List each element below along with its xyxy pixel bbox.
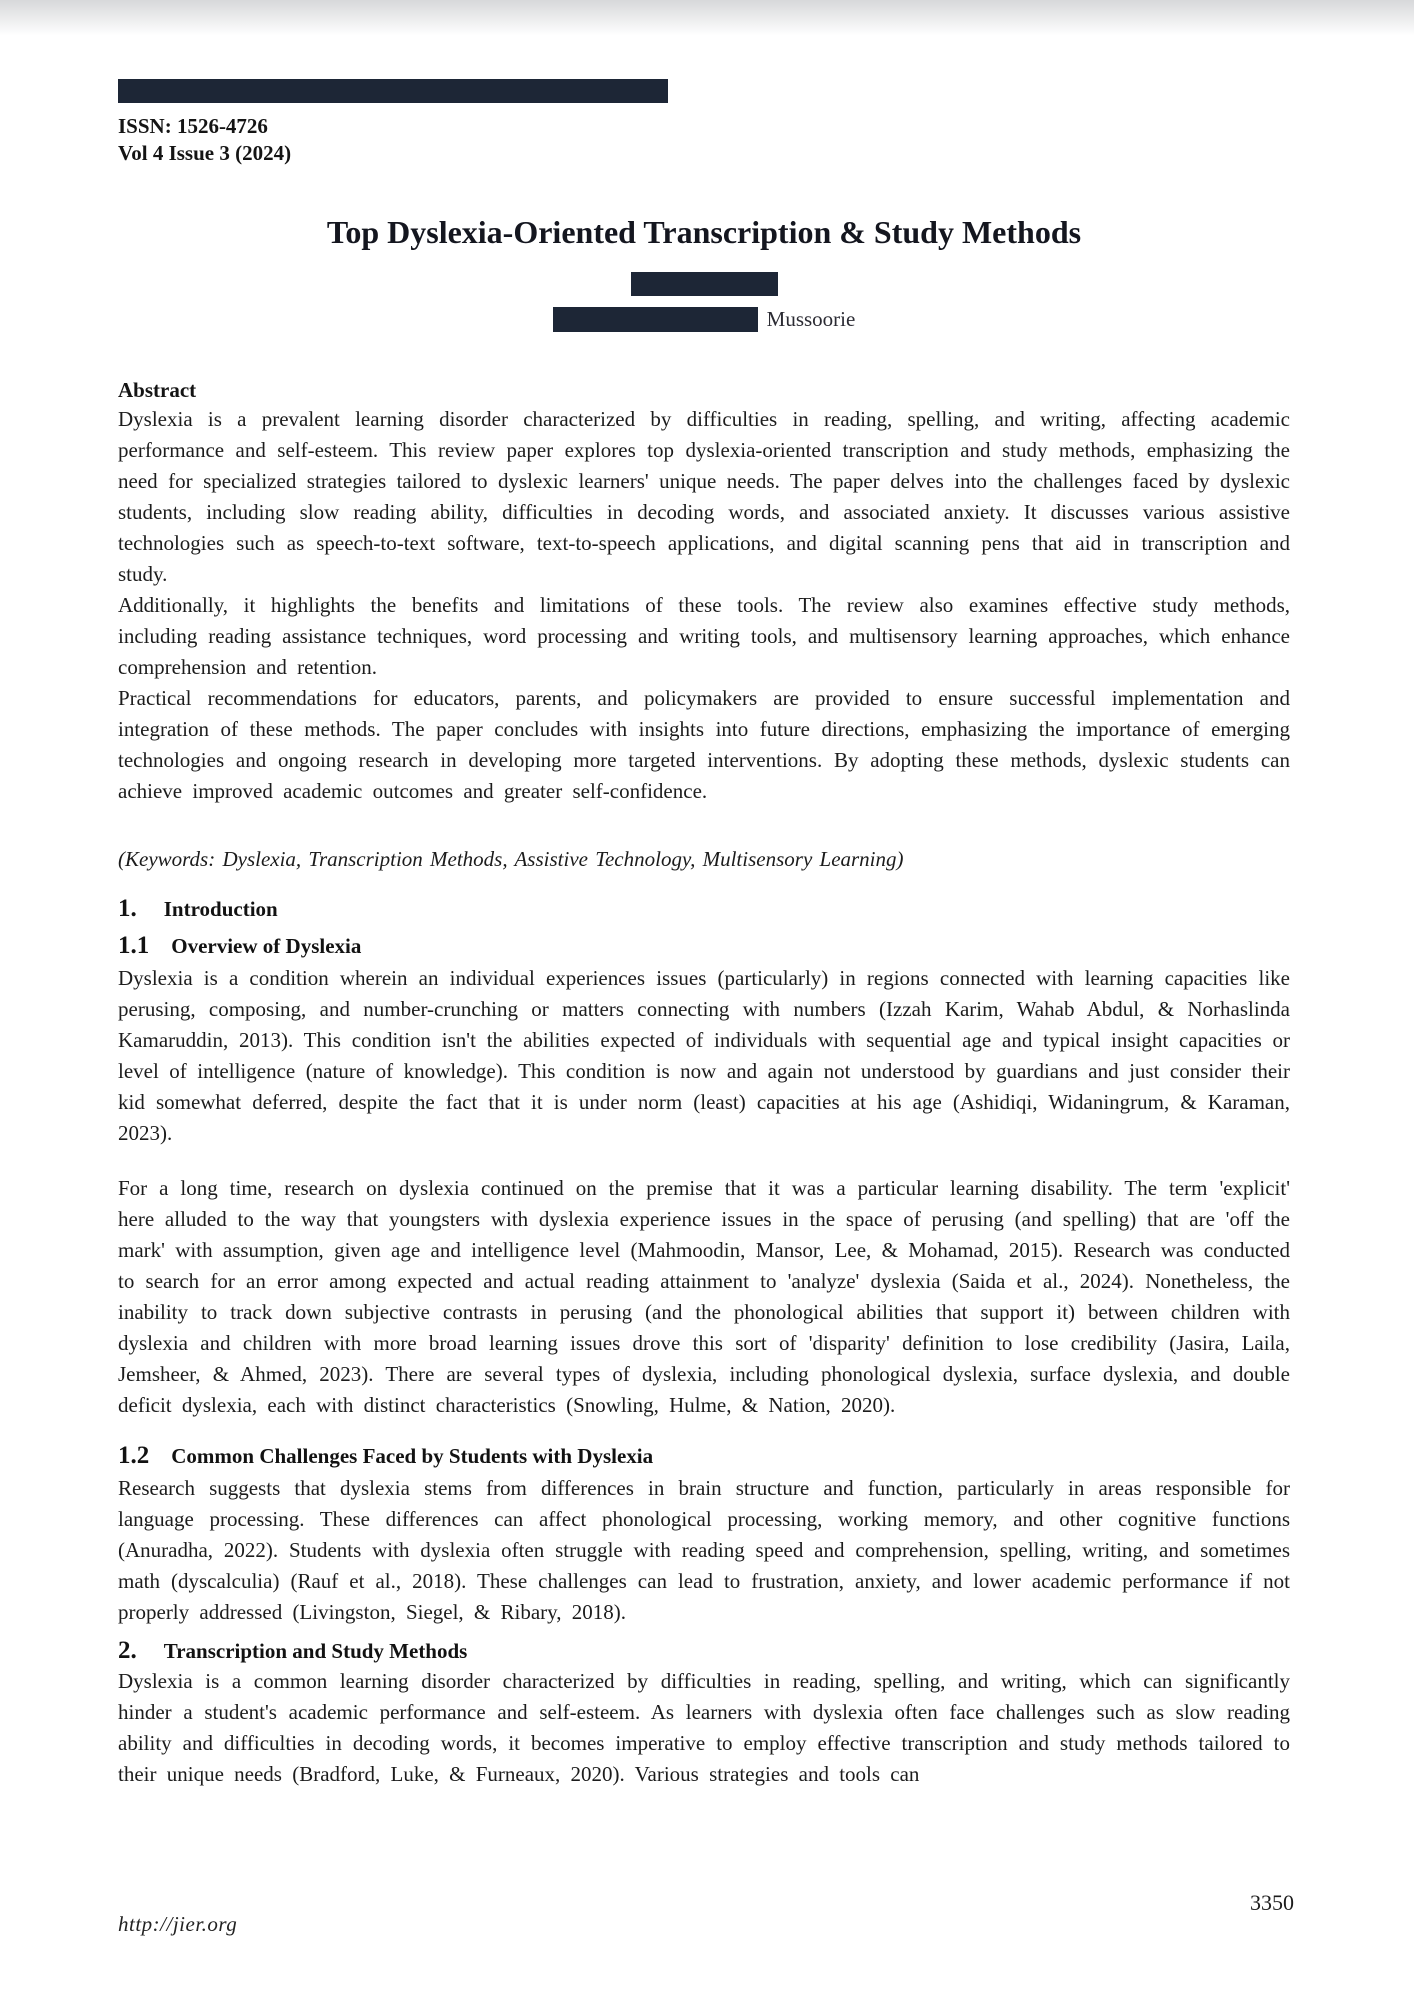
abstract-heading: Abstract <box>118 378 197 403</box>
section-title: Transcription and Study Methods <box>163 1639 468 1664</box>
redacted-journal-name-bar <box>118 79 668 103</box>
journal-issn: ISSN: 1526-4726 <box>118 114 268 138</box>
abstract-paragraph: Practical recommendations for educators, parents, and policymakers are provided to ensure successful implementation and integration of these methods. The paper concludes with insights into future directions, emphasizing the importance of emerging technologies and ongoing research in developing more targeted interventions. By adopting these methods, dyslexic students can achieve improved academic outcomes and greater self-confidence. <box>118 686 1290 804</box>
journal-volume-issue: Vol 4 Issue 3 (2024) <box>118 141 292 165</box>
paper-title: Top Dyslexia-Oriented Transcription & Study Methods <box>326 214 1082 250</box>
author-block <box>118 272 1290 332</box>
footer-page-number: 3350 <box>1250 1890 1294 1915</box>
section-title: Common Challenges Faced by Students with Dyslexia <box>171 1444 654 1469</box>
section-number: 1.1 <box>118 932 150 960</box>
author-affiliation-line <box>118 307 1290 332</box>
section-heading-overview-of-dyslexia <box>118 931 1290 961</box>
abstract-paragraph: Dyslexia is a prevalent learning disorder characterized by difficulties in reading, spelling, and writing, affecting academic performance and self-esteem. This review paper explores top dyslexia-oriented transcription and study methods, emphasizing the need for specialized strategies tailored to dyslexic learners' unique needs. The paper delves into the challenges faced by dyslexic students, including slow reading ability, difficulties in decoding words, and associated anxiety. It discusses various assistive technologies such as speech-to-text software, text-to-speech applications, and digital scanning pens that aid in transcription and study. <box>118 407 1290 587</box>
section-number: 2. <box>118 1637 137 1665</box>
section-heading-transcription-study-methods <box>118 1636 1290 1666</box>
body-paragraph: For a long time, research on dyslexia continued on the premise that it was a particular learning disability. The term 'explicit' here alluded to the way that youngsters with dyslexia experience issues in the space of perusing (and spelling) that are 'off the mark' with assumption, given age and intelligence level (Mahmoodin, Mansor, Lee, & Mohamad, 2015). Research was conducted to search for an error among expected and actual reading attainment to 'analyze' dyslexia (Saida et al., 2024). Nonetheless, the inability to track down subjective contrasts in perusing (and the phonological abilities that support it) between children with dyslexia and children with more broad learning issues drove this sort of 'disparity' definition to lose credibility (Jasira, Laila, Jemsheer, & Ahmed, 2023). There are several types of dyslexia, including phonological dyslexia, surface dyslexia, and double deficit dyslexia, each with distinct characteristics (Snowling, Hulme, & Nation, 2020). <box>118 1176 1290 1418</box>
section-number: 1.2 <box>118 1442 150 1470</box>
footer-journal-url: http://jier.org <box>118 1912 238 1936</box>
body-paragraph: Dyslexia is a common learning disorder characterized by difficulties in reading, spelling, and writing, which can significantly hinder a student's academic performance and self-esteem. As learners with dyslexia often face challenges such as slow reading ability and difficulties in decoding words, it becomes imperative to employ effective transcription and study methods tailored to their unique needs (Bradford, Luke, & Furneaux, 2020). Various strategies and tools can <box>118 1669 1290 1787</box>
page-content <box>0 79 1414 1790</box>
section-heading-common-challenges <box>118 1441 1290 1471</box>
redacted-author-name-bar <box>631 272 778 296</box>
section-title: Overview of Dyslexia <box>171 934 362 959</box>
section-title: Introduction <box>163 897 278 922</box>
scan-edge-shadow <box>0 0 1414 42</box>
redacted-affiliation-bar <box>553 307 758 332</box>
author-location: Mussoorie <box>766 307 856 332</box>
keywords-line: (Keywords: Dyslexia, Transcription Methods, Assistive Technology, Multisensory Learning) <box>118 847 904 872</box>
body-paragraph: Dyslexia is a condition wherein an individual experiences issues (particularly) in regions connected with learning capacities like perusing, composing, and number-crunching or matters connecting with numbers (Izzah Karim, Wahab Abdul, & Norhaslinda Kamaruddin, 2013). This condition isn't the abilities expected of individuals with sequential age and typical insight capacities or level of intelligence (nature of knowledge). This condition is now and again not understood by guardians and just consider their kid somewhat deferred, despite the fact that it is under norm (least) capacities at his age (Ashidiqi, Widaningrum, & Karaman, 2023). <box>118 966 1290 1146</box>
body-paragraph: Research suggests that dyslexia stems from differences in brain structure and function, particularly in areas responsible for language processing. These differences can affect phonological processing, working memory, and other cognitive functions (Anuradha, 2022). Students with dyslexia often struggle with reading speed and comprehension, spelling, writing, and sometimes math (dyscalculia) (Rauf et al., 2018). These challenges can lead to frustration, anxiety, and lower academic performance if not properly addressed (Livingston, Siegel, & Ribary, 2018). <box>118 1476 1290 1625</box>
section-heading-introduction <box>118 894 1290 924</box>
section-number: 1. <box>118 895 137 923</box>
abstract-paragraph: Additionally, it highlights the benefits and limitations of these tools. The review also examines effective study methods, including reading assistance techniques, word processing and writing tools, and multisensory learning approaches, which enhance comprehension and retention. <box>118 593 1290 680</box>
